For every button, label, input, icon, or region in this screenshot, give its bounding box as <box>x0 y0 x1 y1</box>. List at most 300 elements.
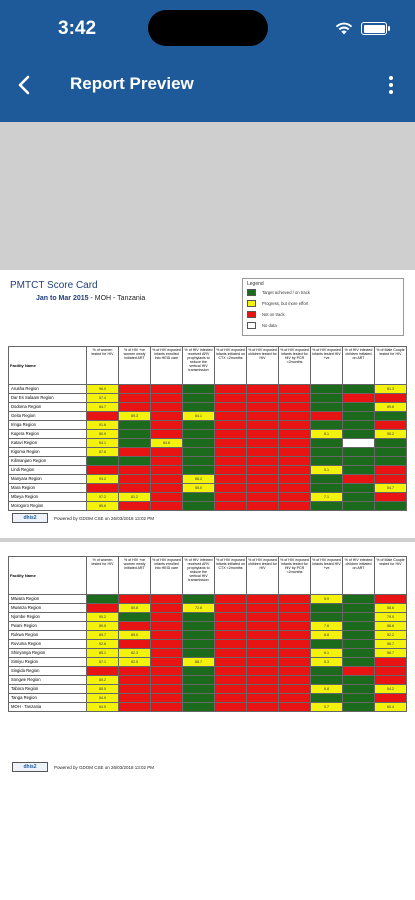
score-cell <box>279 502 311 511</box>
score-cell: 7.1 <box>311 493 343 502</box>
score-cell <box>279 694 311 703</box>
powered-by-text: Powered by GDOM CSE on 26/03/2018 13:02 PM <box>54 764 155 770</box>
score-cell <box>311 613 343 622</box>
score-cell <box>343 649 375 658</box>
score-cell <box>119 475 151 484</box>
score-cell <box>311 439 343 448</box>
indicator-column-header: % of HIV infected children initiated on ART <box>343 347 375 385</box>
legend-item <box>247 287 399 298</box>
score-cell <box>247 421 279 430</box>
score-cell <box>375 667 407 676</box>
score-cell <box>183 694 215 703</box>
score-cell <box>375 502 407 511</box>
facility-name-cell: Kagera Region <box>9 430 87 439</box>
facility-name-cell: Lindi Region <box>9 466 87 475</box>
score-cell <box>279 439 311 448</box>
score-table-2 <box>8 556 407 712</box>
score-table-1 <box>8 346 407 511</box>
score-cell <box>215 421 247 430</box>
score-cell <box>279 430 311 439</box>
back-button[interactable] <box>10 70 38 100</box>
score-cell <box>183 430 215 439</box>
score-cell <box>151 640 183 649</box>
score-cell <box>151 412 183 421</box>
score-cell <box>375 466 407 475</box>
table-header-row <box>9 347 407 385</box>
score-cell <box>343 640 375 649</box>
score-cell <box>183 439 215 448</box>
score-cell <box>279 466 311 475</box>
score-cell <box>343 394 375 403</box>
table-row <box>9 640 407 649</box>
score-cell: 80.2 <box>87 676 119 685</box>
score-cell <box>215 604 247 613</box>
facility-name-cell: Shinyanga Region <box>9 649 87 658</box>
score-cell: 82.5 <box>119 658 151 667</box>
score-cell: 87.1 <box>87 658 119 667</box>
score-cell <box>151 604 183 613</box>
score-cell <box>247 502 279 511</box>
facility-name-cell: Tabora Region <box>9 685 87 694</box>
table-row <box>9 475 407 484</box>
score-cell: 6.1 <box>311 649 343 658</box>
table-row <box>9 649 407 658</box>
score-cell <box>279 595 311 604</box>
score-cell <box>343 631 375 640</box>
score-cell: 79.0 <box>375 613 407 622</box>
score-cell: 52.2 <box>375 631 407 640</box>
score-cell <box>247 703 279 712</box>
score-cell <box>151 649 183 658</box>
dynamic-island <box>148 10 268 46</box>
score-cell <box>375 595 407 604</box>
indicator-column-header: % of HIV exposed infants initiated on CTX <2months <box>215 347 247 385</box>
indicator-column-header: % of HIV exposed infants enrolled into HEID care <box>151 347 183 385</box>
score-cell <box>247 430 279 439</box>
score-cell <box>247 667 279 676</box>
score-cell <box>311 604 343 613</box>
score-cell <box>119 484 151 493</box>
more-options-button[interactable] <box>381 72 401 98</box>
score-cell <box>311 667 343 676</box>
score-cell: 7.6 <box>311 622 343 631</box>
legend-label: Target achieved / on track <box>262 290 310 295</box>
facility-name-cell: Mara Region <box>9 484 87 493</box>
score-cell <box>343 385 375 394</box>
legend-swatch <box>247 311 256 318</box>
score-cell <box>151 493 183 502</box>
score-cell: 89.0 <box>119 631 151 640</box>
score-cell <box>247 685 279 694</box>
score-cell: 60.4 <box>375 703 407 712</box>
report-footer-2 <box>12 762 154 772</box>
score-cell <box>247 457 279 466</box>
score-cell <box>375 658 407 667</box>
score-cell <box>183 457 215 466</box>
table-row <box>9 658 407 667</box>
score-cell: 81.3 <box>375 385 407 394</box>
score-cell <box>343 703 375 712</box>
score-cell <box>151 613 183 622</box>
score-cell <box>311 421 343 430</box>
score-cell <box>279 658 311 667</box>
status-time: 3:42 <box>58 18 97 39</box>
legend-item <box>247 320 399 331</box>
score-cell <box>183 403 215 412</box>
score-cell: 8.1 <box>311 430 343 439</box>
indicator-column-header: % of HIV exposed infants enrolled into HEID care <box>151 557 183 595</box>
score-cell <box>183 676 215 685</box>
score-cell <box>247 466 279 475</box>
legend-swatch <box>247 300 256 307</box>
score-cell <box>311 403 343 412</box>
legend-item <box>247 309 399 320</box>
score-cell <box>183 502 215 511</box>
score-cell <box>279 484 311 493</box>
score-cell <box>343 421 375 430</box>
score-cell <box>87 457 119 466</box>
report-period: Jan to Mar 2015 <box>36 295 89 302</box>
score-cell <box>151 394 183 403</box>
score-cell <box>87 466 119 475</box>
report-footer-1 <box>12 513 154 523</box>
score-cell <box>279 394 311 403</box>
score-cell: 88.6 <box>375 622 407 631</box>
score-cell <box>247 385 279 394</box>
page-title: Report Preview <box>70 74 194 93</box>
score-cell <box>87 412 119 421</box>
score-cell: 88.2 <box>183 475 215 484</box>
score-cell <box>343 430 375 439</box>
score-cell: 5.1 <box>311 466 343 475</box>
score-cell <box>119 676 151 685</box>
score-cell <box>119 448 151 457</box>
score-cell <box>311 676 343 685</box>
score-cell <box>119 439 151 448</box>
table-row <box>9 466 407 475</box>
facility-name-cell: Iringa Region <box>9 421 87 430</box>
score-cell: 85.6 <box>87 502 119 511</box>
table-row <box>9 493 407 502</box>
legend <box>242 278 404 336</box>
score-cell <box>247 613 279 622</box>
score-cell: 85.1 <box>87 649 119 658</box>
score-cell: 54.2 <box>375 685 407 694</box>
score-cell <box>311 385 343 394</box>
score-cell <box>183 622 215 631</box>
score-cell <box>87 604 119 613</box>
report-preview-area[interactable] <box>0 122 415 900</box>
score-cell: 93.2 <box>87 475 119 484</box>
score-cell <box>215 457 247 466</box>
score-cell <box>151 430 183 439</box>
facility-name-cell: Manyara Region <box>9 475 87 484</box>
score-cell <box>215 631 247 640</box>
facility-name-cell: Kigoma Region <box>9 448 87 457</box>
score-cell <box>343 502 375 511</box>
score-cell: 94.1 <box>87 439 119 448</box>
table-row <box>9 676 407 685</box>
score-cell <box>279 421 311 430</box>
score-cell <box>215 613 247 622</box>
score-cell <box>279 448 311 457</box>
facility-name-cell: Singida Region <box>9 667 87 676</box>
score-cell <box>375 394 407 403</box>
score-cell <box>119 694 151 703</box>
score-cell <box>311 475 343 484</box>
score-cell <box>215 703 247 712</box>
score-cell: 80.9 <box>87 430 119 439</box>
score-cell <box>247 595 279 604</box>
score-cell: 85.5 <box>87 685 119 694</box>
score-cell: 97.2 <box>87 493 119 502</box>
table-row <box>9 412 407 421</box>
score-cell <box>151 421 183 430</box>
score-cell <box>247 658 279 667</box>
legend-swatch <box>247 322 256 329</box>
score-cell <box>279 493 311 502</box>
table-row <box>9 595 407 604</box>
score-cell <box>119 421 151 430</box>
table-row <box>9 484 407 493</box>
score-cell <box>215 622 247 631</box>
table-row <box>9 703 407 712</box>
score-cell <box>279 385 311 394</box>
facility-name-cell: Mwanza Region <box>9 604 87 613</box>
score-cell <box>311 640 343 649</box>
score-cell: 88.7 <box>183 658 215 667</box>
facility-column-header: Facility Name <box>9 347 87 385</box>
score-cell <box>215 439 247 448</box>
score-cell <box>215 694 247 703</box>
indicator-column-header: % of HIV exposed infants tested HIV +ve <box>311 557 343 595</box>
score-cell <box>151 466 183 475</box>
table-row <box>9 631 407 640</box>
score-cell <box>215 685 247 694</box>
score-cell <box>343 685 375 694</box>
legend-label: Progress, but more effort <box>262 301 309 306</box>
indicator-column-header: % of Male Couple tested for HIV <box>375 557 407 595</box>
table-row <box>9 613 407 622</box>
score-cell <box>343 595 375 604</box>
score-cell <box>375 694 407 703</box>
score-cell <box>215 640 247 649</box>
score-cell <box>215 403 247 412</box>
score-cell <box>343 694 375 703</box>
table-row <box>9 394 407 403</box>
indicator-column-header: % of HIV infected children initiated on ART <box>343 557 375 595</box>
score-cell <box>151 448 183 457</box>
score-cell: 64.1 <box>183 412 215 421</box>
score-cell <box>247 649 279 658</box>
score-cell <box>279 475 311 484</box>
score-cell: 82.3 <box>119 649 151 658</box>
report-org: - MOH - Tanzania <box>90 295 146 302</box>
score-cell <box>343 412 375 421</box>
score-cell <box>247 676 279 685</box>
indicator-column-header: % of HIV exposed children tested for HIV <box>247 347 279 385</box>
score-cell <box>215 412 247 421</box>
table-row <box>9 694 407 703</box>
score-cell <box>247 622 279 631</box>
score-cell <box>343 484 375 493</box>
score-cell <box>375 457 407 466</box>
score-cell <box>119 403 151 412</box>
score-cell: 5.3 <box>311 658 343 667</box>
score-cell <box>279 622 311 631</box>
score-cell <box>119 595 151 604</box>
score-cell <box>247 439 279 448</box>
score-cell <box>215 484 247 493</box>
powered-by-text: Powered by GDOM CSE on 26/03/2018 13:02 PM <box>54 515 155 521</box>
table-row <box>9 685 407 694</box>
score-cell <box>183 649 215 658</box>
score-cell <box>119 640 151 649</box>
table-row <box>9 421 407 430</box>
score-cell <box>279 649 311 658</box>
score-cell <box>215 385 247 394</box>
indicator-column-header: % of HIV +ve women newly initiated ART <box>119 557 151 595</box>
app-header <box>0 0 415 122</box>
legend-label: No data <box>262 323 277 328</box>
score-cell: 54.7 <box>375 484 407 493</box>
facility-name-cell: Rukwa Region <box>9 631 87 640</box>
facility-name-cell: Simiyu Region <box>9 658 87 667</box>
score-cell <box>343 439 375 448</box>
score-cell <box>183 667 215 676</box>
score-cell: 89.3 <box>119 412 151 421</box>
score-cell <box>183 448 215 457</box>
indicator-column-header: % of HIV exposed infants tested for HIV by PCR <2months <box>279 347 311 385</box>
page-divider <box>0 538 415 542</box>
score-cell: 56.7 <box>375 649 407 658</box>
score-cell <box>151 685 183 694</box>
table-row <box>9 502 407 511</box>
report-title: PMTCT Score Card <box>10 280 98 291</box>
score-cell <box>119 394 151 403</box>
score-cell: 55.0 <box>183 484 215 493</box>
facility-name-cell: Dodoma Region <box>9 403 87 412</box>
score-cell: 58.6 <box>375 604 407 613</box>
dhis2-logo: dhis2 <box>12 762 48 772</box>
score-cell <box>151 385 183 394</box>
facility-name-cell: Geita Region <box>9 412 87 421</box>
score-cell <box>247 412 279 421</box>
indicator-column-header: % of HIV Infected received ARV prophylaxis to reduce the vertical HIV transmission <box>183 347 215 385</box>
score-cell <box>151 694 183 703</box>
score-cell <box>119 667 151 676</box>
facility-name-cell: Songwe Region <box>9 676 87 685</box>
legend-swatch <box>247 289 256 296</box>
score-cell <box>215 658 247 667</box>
more-vertical-icon <box>389 76 393 80</box>
score-cell <box>183 685 215 694</box>
facility-name-cell: Katavi Region <box>9 439 87 448</box>
facility-name-cell: Dar Es Salaam Region <box>9 394 87 403</box>
score-cell <box>215 493 247 502</box>
indicator-column-header: % of HIV +ve women newly initiated ART <box>119 347 151 385</box>
score-cell <box>215 667 247 676</box>
score-cell <box>279 703 311 712</box>
score-cell: 5.9 <box>311 595 343 604</box>
score-cell: 91.6 <box>87 421 119 430</box>
score-cell <box>119 502 151 511</box>
table-row <box>9 457 407 466</box>
score-cell <box>151 475 183 484</box>
score-cell <box>151 484 183 493</box>
score-cell <box>247 448 279 457</box>
score-cell <box>151 622 183 631</box>
indicator-column-header: % of HIV exposed infants tested for HIV by PCR <2months <box>279 557 311 595</box>
score-cell <box>183 595 215 604</box>
score-cell: 96.0 <box>87 385 119 394</box>
score-cell <box>183 385 215 394</box>
indicator-column-header: % of women tested for HIV <box>87 347 119 385</box>
score-cell <box>183 631 215 640</box>
score-cell <box>279 403 311 412</box>
score-cell <box>119 385 151 394</box>
score-cell <box>215 502 247 511</box>
score-cell: 6.8 <box>311 685 343 694</box>
indicator-column-header: % of HIV Infected received ARV prophylaxis to reduce the vertical HIV transmission <box>183 557 215 595</box>
score-cell <box>215 649 247 658</box>
indicator-column-header: % of Male Couple tested for HIV <box>375 347 407 385</box>
status-icons <box>335 22 387 35</box>
score-cell <box>183 466 215 475</box>
score-cell <box>343 613 375 622</box>
indicator-column-header: % of HIV exposed infants tested HIV +ve <box>311 347 343 385</box>
score-cell <box>279 667 311 676</box>
score-cell <box>151 658 183 667</box>
score-cell <box>247 640 279 649</box>
dhis2-logo: dhis2 <box>12 513 48 523</box>
score-cell: 72.8 <box>183 604 215 613</box>
score-cell <box>375 412 407 421</box>
battery-icon <box>361 22 387 35</box>
score-cell <box>183 640 215 649</box>
score-cell <box>87 595 119 604</box>
score-cell: 90.2 <box>87 613 119 622</box>
legend-label: Not on track <box>262 312 285 317</box>
score-cell <box>247 493 279 502</box>
facility-name-cell: Mtwara Region <box>9 595 87 604</box>
score-cell <box>215 676 247 685</box>
score-cell <box>151 502 183 511</box>
score-cell <box>311 394 343 403</box>
score-cell: 84.9 <box>87 703 119 712</box>
indicator-column-header: % of women tested for HIV <box>87 557 119 595</box>
facility-name-cell: Tanga Region <box>9 694 87 703</box>
score-cell <box>375 421 407 430</box>
score-cell <box>343 604 375 613</box>
score-cell <box>343 448 375 457</box>
score-cell <box>151 595 183 604</box>
score-cell <box>87 484 119 493</box>
score-cell <box>247 694 279 703</box>
score-cell <box>215 430 247 439</box>
score-cell <box>311 412 343 421</box>
score-cell <box>247 394 279 403</box>
table-row <box>9 439 407 448</box>
score-cell <box>311 448 343 457</box>
facility-column-header: Facility Name <box>9 557 87 595</box>
score-cell <box>279 604 311 613</box>
score-cell: 57.4 <box>87 394 119 403</box>
table-row <box>9 385 407 394</box>
score-cell: 69.6 <box>375 403 407 412</box>
score-cell <box>119 430 151 439</box>
score-cell: 80.8 <box>119 604 151 613</box>
